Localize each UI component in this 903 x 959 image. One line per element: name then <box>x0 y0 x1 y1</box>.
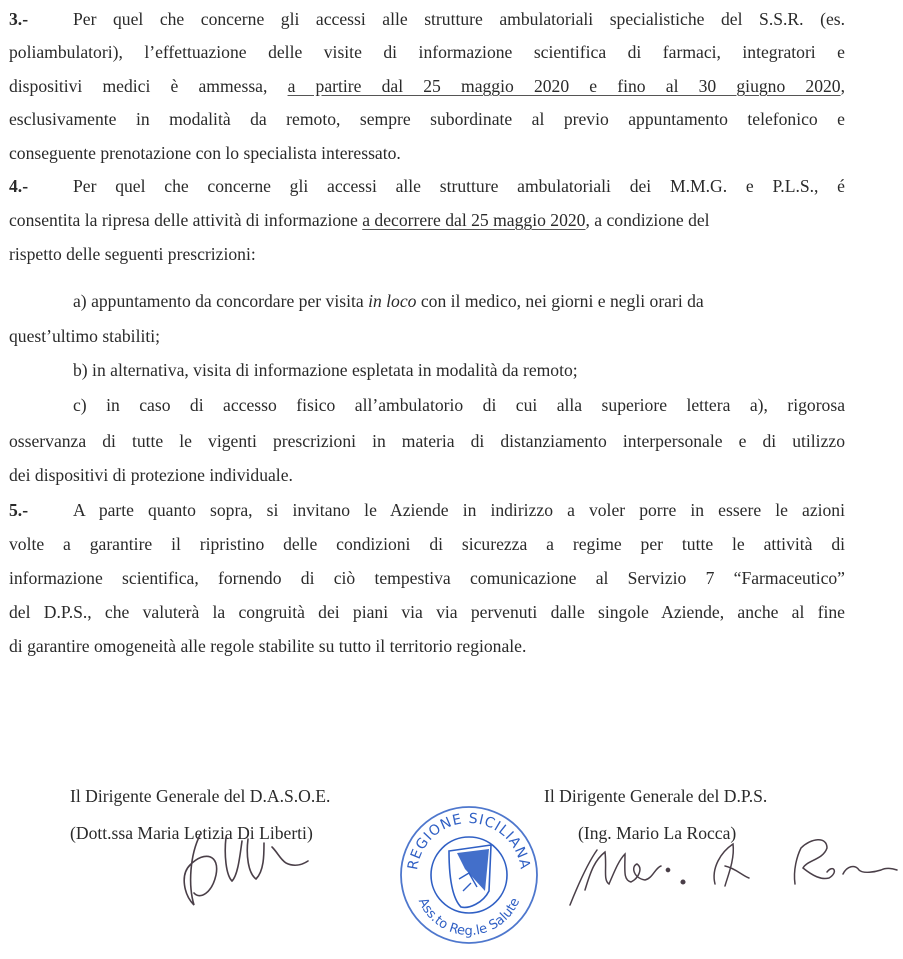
section-5-line-4: del D.P.S., che valuterà la congruità dei piani via via pervenuti dalle singole Aziende, anche al fine <box>9 602 845 622</box>
right-handwritten-signature <box>565 820 900 915</box>
section-4-line-2 <box>9 209 845 231</box>
section-3-line-4: esclusivamente in modalità da remoto, sempre subordinate al previo appuntamento telefonico e <box>9 109 845 129</box>
left-signatory-title: Il Dirigente Generale del D.A.S.O.E. <box>70 786 331 806</box>
section-4-line-1: Per quel che concerne gli accessi alle strutture ambulatoriali dei M.M.G. e P.L.S., é <box>73 176 845 196</box>
stamp-top-text: REGIONE SICILIANA <box>405 810 533 872</box>
text: consentita la ripresa delle attività di informazione <box>9 210 358 230</box>
section-5-line-5: di garantire omogeneità alle regole stabilite su tutto il territorio regionale. <box>9 636 527 656</box>
item-c-line-3: dei dispositivi di protezione individuale. <box>9 465 293 485</box>
text: , a condizione del <box>585 210 710 230</box>
section-5-line-1: A parte quanto sopra, si invitano le Aziende in indirizzo a voler porre in essere le azioni <box>73 500 845 520</box>
text: con il medico, nei giorni e negli orari da <box>420 291 704 311</box>
item-a-line-2: quest’ultimo stabiliti; <box>9 326 161 346</box>
section-3-line-3 <box>9 75 845 97</box>
section-5-line-2: volte a garantire il ripristino delle condizioni di sicurezza a regime per tutte le attività di <box>9 534 845 554</box>
section-number-5: 5.- <box>9 500 29 520</box>
underlined-date-range: a partire dal 25 maggio 2020 e fino al 30 giugno 2020 <box>287 76 841 96</box>
regione-siciliana-stamp <box>395 795 540 955</box>
section-4-line-3: rispetto delle seguenti prescrizioni: <box>9 244 256 264</box>
item-b: b) in alternativa, visita di informazione espletata in modalità da remoto; <box>73 360 578 380</box>
text: , <box>840 76 846 96</box>
section-3-line-1: Per quel che concerne gli accessi alle strutture ambulatoriali specialistiche del S.S.R. (es. <box>73 9 845 29</box>
item-c-line-1: c) in caso di accesso fisico all’ambulatorio di cui alla superiore lettera a), rigorosa <box>73 395 845 415</box>
underlined-date: a decorrere dal 25 maggio 2020 <box>362 210 586 230</box>
right-signatory-name: (Ing. Mario La Rocca) <box>578 823 737 843</box>
italic-text: in loco <box>368 291 417 311</box>
left-handwritten-signature <box>160 815 320 910</box>
item-a-line-1 <box>73 290 845 312</box>
stamp-bottom-text: Ass.to Reg.le Salute <box>414 895 524 940</box>
section-number-3: 3.- <box>9 9 29 29</box>
section-number-4: 4.- <box>9 176 29 196</box>
left-signatory-name: (Dott.ssa Maria Letizia Di Liberti) <box>70 823 313 843</box>
section-5-line-3: informazione scientifica, fornendo di ciò tempestiva comunicazione al Servizio 7 “Farmaceutico” <box>9 568 845 588</box>
text: dispositivi medici è ammessa, <box>9 76 268 96</box>
text: a) appuntamento da concordare per visita <box>73 291 364 311</box>
item-c-line-2: osservanza di tutte le vigenti prescrizioni in materia di distanziamento interpersonale e di utilizzo <box>9 431 845 451</box>
right-signatory-title: Il Dirigente Generale del D.P.S. <box>544 786 768 806</box>
section-3-line-5: conseguente prenotazione con lo specialista interessato. <box>9 143 401 163</box>
section-3-line-2: poliambulatori), l’effettuazione delle visite di informazione scientifica di farmaci, integratori e <box>9 42 845 62</box>
